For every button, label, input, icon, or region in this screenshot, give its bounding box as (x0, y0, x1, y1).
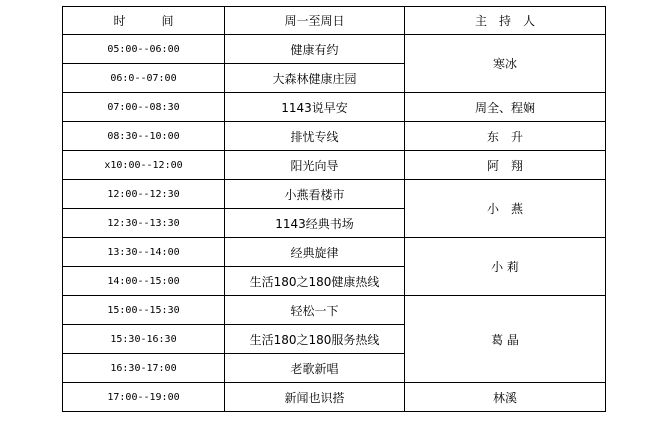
program-cell: 生活180之180健康热线 (225, 267, 405, 296)
program-cell: 健康有约 (225, 35, 405, 64)
program-schedule-table (62, 6, 606, 412)
host-cell: 阿 翔 (405, 151, 606, 180)
time-cell: x10:00--12:00 (63, 151, 225, 180)
time-cell: 17:00--19:00 (63, 383, 225, 412)
program-cell: 经典旋律 (225, 238, 405, 267)
table-row (63, 383, 606, 412)
time-cell: 12:00--12:30 (63, 180, 225, 209)
program-cell: 小燕看楼市 (225, 180, 405, 209)
host-cell: 寒冰 (405, 35, 606, 93)
program-cell: 阳光向导 (225, 151, 405, 180)
time-cell: 08:30--10:00 (63, 122, 225, 151)
header-host: 主 持 人 (405, 7, 606, 35)
time-cell: 06:0--07:00 (63, 64, 225, 93)
table-row (63, 35, 606, 64)
header-program: 周一至周日 (225, 7, 405, 35)
program-cell: 新闻也识搭 (225, 383, 405, 412)
program-cell: 1143说早安 (225, 93, 405, 122)
program-cell: 排忧专线 (225, 122, 405, 151)
time-cell: 12:30--13:30 (63, 209, 225, 238)
header-row (63, 7, 606, 35)
host-cell: 周全、程娴 (405, 93, 606, 122)
program-cell: 生活180之180服务热线 (225, 325, 405, 354)
host-cell: 东 升 (405, 122, 606, 151)
program-cell: 大森林健康庄园 (225, 64, 405, 93)
program-cell: 老歌新唱 (225, 354, 405, 383)
table-row (63, 296, 606, 325)
program-cell: 1143经典书场 (225, 209, 405, 238)
host-cell: 小 燕 (405, 180, 606, 238)
time-cell: 15:30-16:30 (63, 325, 225, 354)
host-cell: 小 莉 (405, 238, 606, 296)
table-row (63, 238, 606, 267)
host-cell: 林溪 (405, 383, 606, 412)
time-cell: 15:00--15:30 (63, 296, 225, 325)
host-cell: 葛 晶 (405, 296, 606, 383)
table-row (63, 122, 606, 151)
time-cell: 05:00--06:00 (63, 35, 225, 64)
time-cell: 13:30--14:00 (63, 238, 225, 267)
table-row (63, 93, 606, 122)
table-row (63, 151, 606, 180)
program-cell: 轻松一下 (225, 296, 405, 325)
time-cell: 07:00--08:30 (63, 93, 225, 122)
header-time: 时 间 (63, 7, 225, 35)
table-row (63, 180, 606, 209)
time-cell: 16:30-17:00 (63, 354, 225, 383)
time-cell: 14:00--15:00 (63, 267, 225, 296)
